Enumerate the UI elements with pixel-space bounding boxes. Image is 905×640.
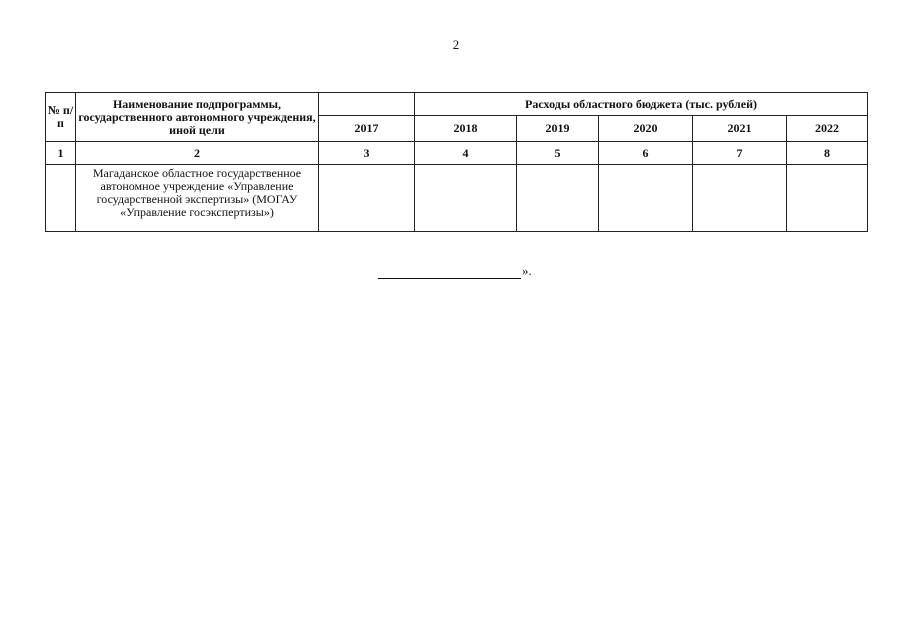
column-number: 3 [319,142,415,165]
row-num-cell [46,165,76,232]
row-value-cell [599,165,693,232]
row-value-cell [415,165,517,232]
row-name-cell: Магаданское областное государственное автономное учреждение «Управление государственной экспертизы» (МОГАУ «Управление госэкспертизы») [76,165,319,232]
row-value-cell [517,165,599,232]
blank-header-cell [319,93,415,116]
row-value-cell [787,165,868,232]
year-header: 2020 [599,116,693,142]
column-number: 1 [46,142,76,165]
column-number: 7 [693,142,787,165]
year-header: 2017 [319,116,415,142]
budget-table [45,92,868,232]
year-header: 2019 [517,116,599,142]
column-number: 5 [517,142,599,165]
expenses-header: Расходы областного бюджета (тыс. рублей) [415,93,868,116]
col-num-header: № п/п [46,93,76,142]
column-number: 2 [76,142,319,165]
year-header: 2018 [415,116,517,142]
closing-quote: ». [522,263,532,278]
col-name-header: Наименование подпрограммы, государственного автономного учреждения, иной цели [76,93,319,142]
column-number: 6 [599,142,693,165]
table-row [46,165,868,232]
closing-line [378,263,532,279]
row-value-cell [693,165,787,232]
column-number: 8 [787,142,868,165]
year-header: 2022 [787,116,868,142]
page-number: 2 [452,37,460,52]
row-value-cell [319,165,415,232]
year-header: 2021 [693,116,787,142]
signature-underline [378,266,521,279]
column-number: 4 [415,142,517,165]
